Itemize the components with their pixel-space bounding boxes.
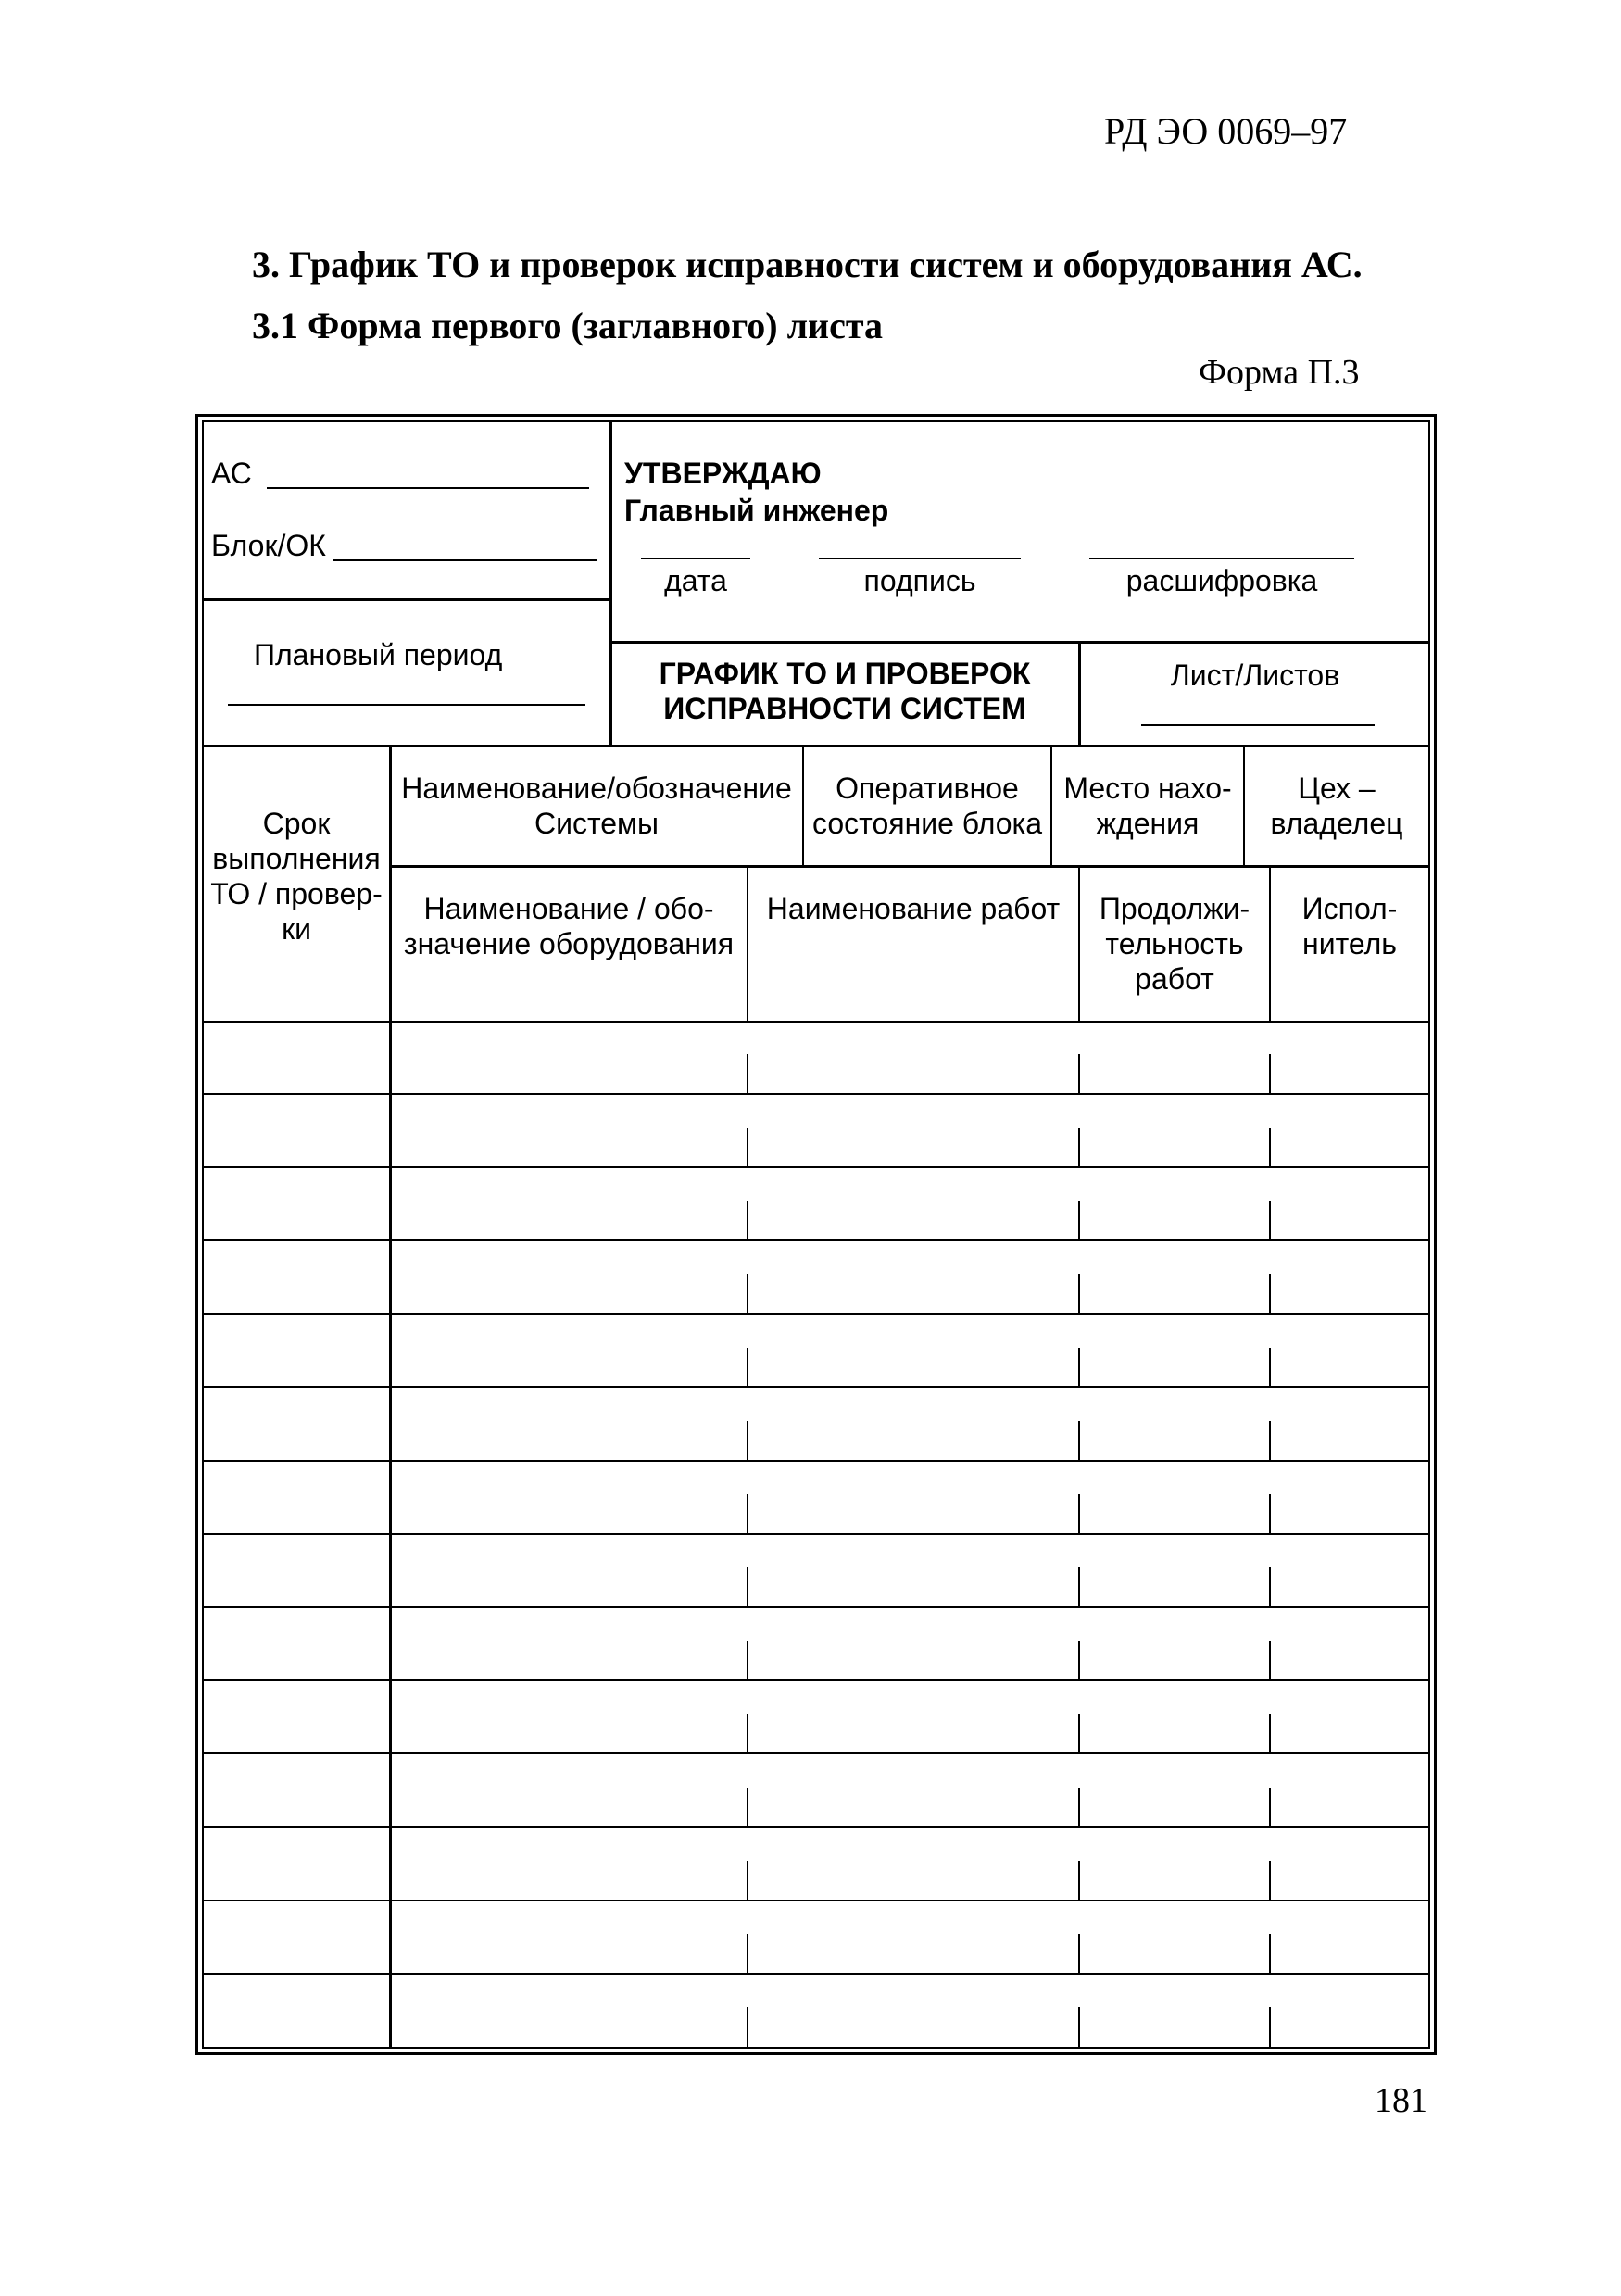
column-stub	[1269, 1641, 1271, 1681]
date-label: дата	[664, 564, 727, 597]
column-stub	[1269, 1274, 1271, 1314]
sheets-label: Лист/Листов	[1170, 659, 1340, 692]
column-stub	[747, 1934, 748, 1974]
table-row[interactable]	[204, 1094, 1428, 1167]
sheets-field[interactable]	[1141, 724, 1375, 726]
column-stub	[1269, 1201, 1271, 1241]
col-equipment-l1: Наименование / обо-	[423, 892, 714, 925]
column-stub	[1269, 1128, 1271, 1168]
column-stub	[1078, 1421, 1080, 1461]
row-divider	[202, 1973, 1430, 1975]
column-stub	[1078, 1274, 1080, 1314]
column-stub	[747, 1128, 748, 1168]
col-duration-l1: Продолжи-	[1099, 892, 1250, 925]
column-stub	[1078, 1348, 1080, 1387]
column-stub	[1078, 1641, 1080, 1681]
column-stub	[747, 1714, 748, 1754]
table-row[interactable]	[204, 1021, 1428, 1094]
row-divider	[202, 1752, 1430, 1754]
form-id: Форма П.3	[1199, 353, 1360, 392]
row-divider	[202, 1679, 1430, 1681]
col-workshop-l2: владелец	[1270, 807, 1403, 840]
table-row[interactable]	[204, 1607, 1428, 1680]
column-stub	[747, 1494, 748, 1534]
column-stub	[1269, 1934, 1271, 1974]
as-label: АС	[211, 457, 252, 490]
column-stub	[1078, 1054, 1080, 1094]
col-work-name: Наименование работ	[766, 892, 1061, 925]
column-stub	[1269, 1348, 1271, 1387]
col-deadline-l3: ТО / провер-	[210, 877, 383, 910]
column-stub	[1078, 1861, 1080, 1901]
signature-field[interactable]	[819, 558, 1021, 559]
column-stub	[747, 1348, 748, 1387]
column-stub	[747, 1567, 748, 1607]
signature-label: подпись	[863, 564, 976, 597]
column-stub	[747, 2007, 748, 2047]
approve-title: УТВЕРЖДАЮ	[624, 457, 822, 490]
decode-field[interactable]	[1089, 558, 1354, 559]
col-duration-l3: работ	[1135, 962, 1214, 996]
column-stub	[747, 1274, 748, 1314]
table-row[interactable]	[204, 1314, 1428, 1387]
block-field[interactable]	[333, 559, 597, 561]
col-workshop-l1: Цех –	[1298, 772, 1376, 805]
column-stub	[747, 1641, 748, 1681]
row-divider	[202, 1460, 1430, 1462]
column-stub	[1078, 2007, 1080, 2047]
row-divider	[202, 1386, 1430, 1388]
column-stub	[747, 1201, 748, 1241]
column-stub	[747, 1054, 748, 1094]
column-stub	[1269, 1494, 1271, 1534]
planned-period-label: Плановый период	[254, 638, 503, 671]
column-stub	[747, 1788, 748, 1827]
column-stub	[747, 1861, 748, 1901]
table-row[interactable]	[204, 1753, 1428, 1826]
column-stub	[1269, 1861, 1271, 1901]
column-stub	[1269, 1788, 1271, 1827]
doc-code: РД ЭО 0069–97	[1104, 110, 1348, 152]
col-unit-state-l2: состояние блока	[811, 807, 1043, 840]
col-system-name-l2: Системы	[534, 807, 660, 840]
table-row[interactable]	[204, 1240, 1428, 1313]
column-stub	[1269, 1054, 1271, 1094]
column-stub	[1269, 1421, 1271, 1461]
table-row[interactable]	[204, 1901, 1428, 1974]
column-stub	[1078, 1934, 1080, 1974]
column-stub	[747, 1421, 748, 1461]
decode-label: расшифровка	[1125, 564, 1318, 597]
row-divider	[202, 1093, 1430, 1095]
row-divider	[202, 1313, 1430, 1315]
column-stub	[1269, 1714, 1271, 1754]
col-location-l2: ждения	[1096, 807, 1200, 840]
col-location-l1: Место нахо-	[1063, 772, 1232, 805]
col-deadline-l1: Срок	[262, 807, 331, 840]
table-row[interactable]	[204, 1387, 1428, 1461]
block-label: Блок/ОК	[211, 529, 326, 562]
col-system-name-l1: Наименование/обозначение	[401, 772, 792, 805]
row-divider	[202, 1166, 1430, 1168]
column-stub	[1078, 1567, 1080, 1607]
column-stub	[1078, 1128, 1080, 1168]
col-unit-state-l1: Оперативное	[836, 772, 1019, 805]
schedule-title-line2: ИСПРАВНОСТИ СИСТЕМ	[663, 692, 1026, 725]
page-number: 181	[1375, 2081, 1427, 2120]
table-row[interactable]	[204, 1167, 1428, 1240]
subsection-title: 3.1 Форма первого (заглавного) листа	[252, 305, 883, 346]
table-row[interactable]	[204, 1680, 1428, 1753]
row-divider	[202, 1533, 1430, 1535]
row-divider	[202, 1826, 1430, 1828]
row-divider	[202, 1900, 1430, 1901]
approve-role: Главный инженер	[624, 494, 889, 527]
col-deadline-l2: выполнения	[212, 842, 381, 875]
column-stub	[1269, 2007, 1271, 2047]
col-duration-l2: тельность	[1105, 927, 1244, 960]
col-equipment-l2: значение оборудования	[403, 927, 735, 960]
table-row[interactable]	[204, 1827, 1428, 1901]
col-deadline-l4: ки	[282, 912, 311, 946]
column-stub	[1078, 1788, 1080, 1827]
as-field[interactable]	[267, 487, 589, 489]
row-divider	[202, 1239, 1430, 1241]
row-divider	[202, 1606, 1430, 1608]
column-stub	[1269, 1567, 1271, 1607]
col-executor-l2: нитель	[1302, 927, 1397, 960]
date-field[interactable]	[641, 558, 750, 559]
section-title: 3. График ТО и проверок исправности систем и оборудования АС.	[252, 244, 1363, 285]
column-stub	[1078, 1201, 1080, 1241]
table-row[interactable]	[204, 1534, 1428, 1607]
col-executor-l1: Испол-	[1301, 892, 1398, 925]
column-stub	[1078, 1714, 1080, 1754]
planned-period-field[interactable]	[228, 704, 585, 706]
schedule-title-line1: ГРАФИК ТО И ПРОВЕРОК	[659, 657, 1031, 690]
table-row[interactable]	[204, 1461, 1428, 1534]
table-row[interactable]	[204, 1974, 1428, 2047]
column-stub	[1078, 1494, 1080, 1534]
